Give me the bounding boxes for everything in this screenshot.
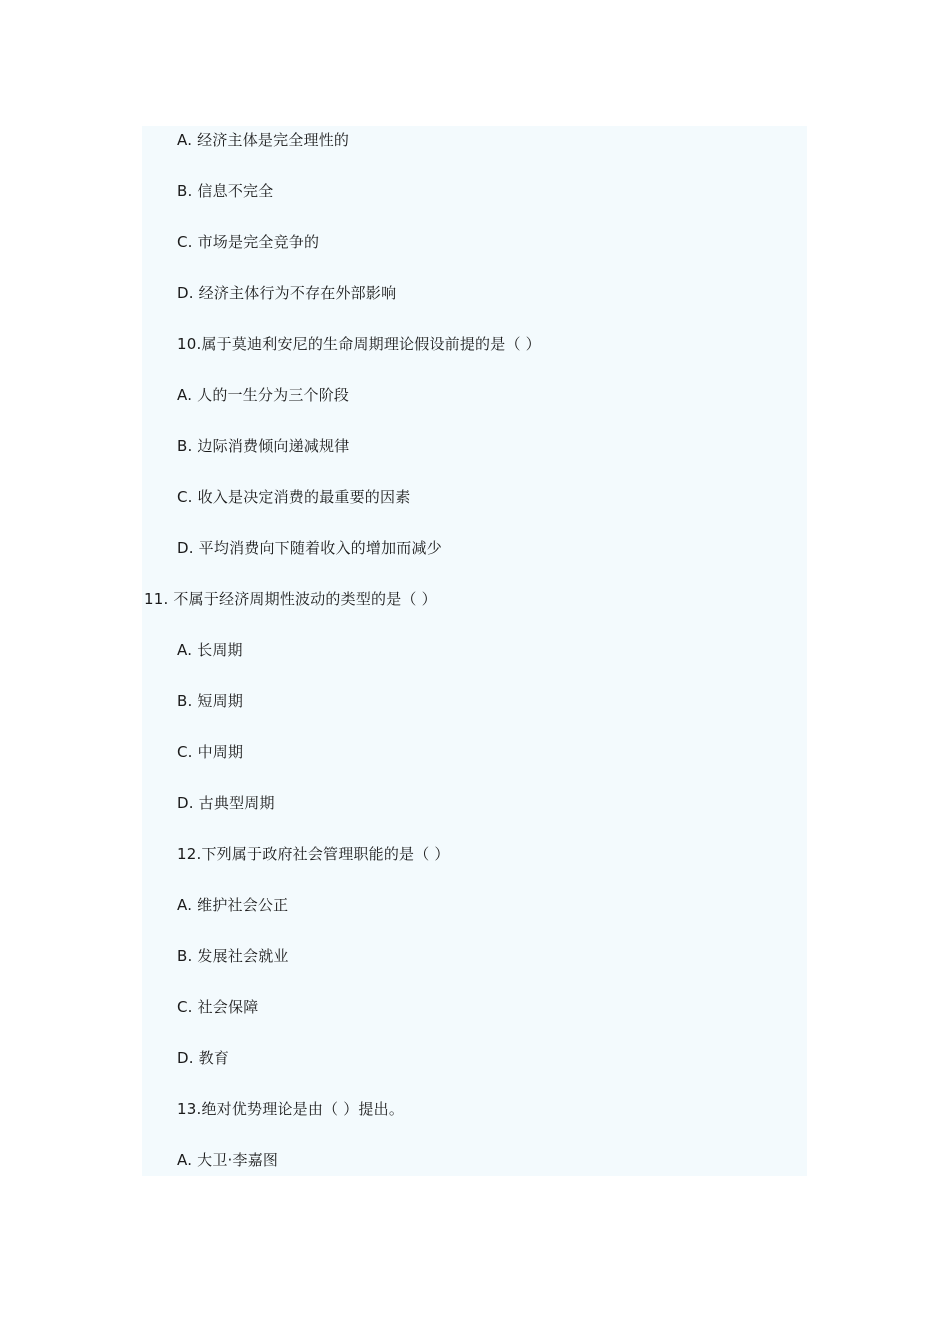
option-12c: C. 社会保障 [177, 998, 259, 1016]
question-10: 10.属于莫迪利安尼的生命周期理论假设前提的是（ ） [177, 335, 541, 353]
question-12: 12.下列属于政府社会管理职能的是（ ） [177, 845, 450, 863]
option-10d: D. 平均消费向下随着收入的增加而减少 [177, 539, 442, 557]
option-9d: D. 经济主体行为不存在外部影响 [177, 284, 397, 302]
option-11d: D. 古典型周期 [177, 794, 275, 812]
option-10a: A. 人的一生分为三个阶段 [177, 386, 350, 404]
option-10c: C. 收入是决定消费的最重要的因素 [177, 488, 411, 506]
option-9c: C. 市场是完全竞争的 [177, 233, 320, 251]
option-10b: B. 边际消费倾向递减规律 [177, 437, 350, 455]
option-11c: C. 中周期 [177, 743, 244, 761]
option-13a: A. 大卫·李嘉图 [177, 1151, 279, 1169]
option-9a: A. 经济主体是完全理性的 [177, 131, 350, 149]
option-12b: B. 发展社会就业 [177, 947, 289, 965]
option-12a: A. 维护社会公正 [177, 896, 289, 914]
option-9b: B. 信息不完全 [177, 182, 274, 200]
option-11b: B. 短周期 [177, 692, 244, 710]
option-11a: A. 长周期 [177, 641, 243, 659]
question-11: 11. 不属于经济周期性波动的类型的是（ ） [144, 590, 437, 608]
question-13: 13.绝对优势理论是由（ ）提出。 [177, 1100, 405, 1118]
option-12d: D. 教育 [177, 1049, 230, 1067]
